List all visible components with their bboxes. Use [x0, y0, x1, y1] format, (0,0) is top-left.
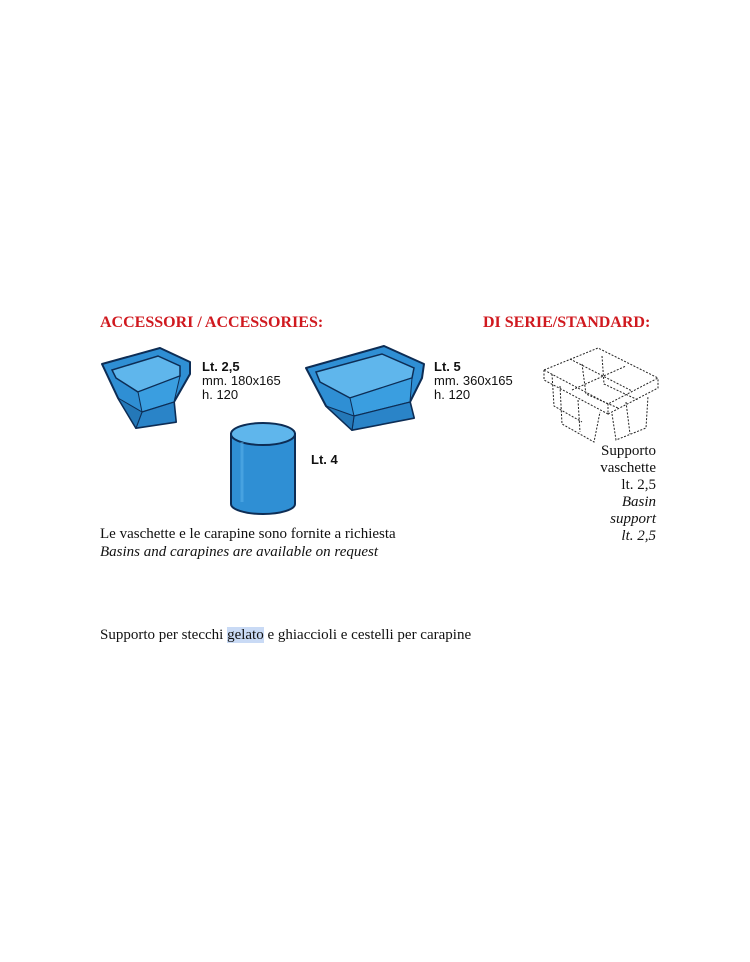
support-caption: [540, 443, 656, 545]
large-basin-image: [304, 342, 426, 432]
large-basin-capacity: Lt. 5: [434, 359, 461, 374]
support-caption-line6: lt. 2,5: [621, 528, 656, 544]
support-caption-line3: lt. 2,5: [621, 477, 656, 493]
support-caption-line2: vaschette: [600, 460, 656, 476]
support-sticks-line: [100, 627, 471, 644]
highlighted-word[interactable]: gelato: [227, 627, 264, 643]
support-sticks-text-before: Supporto per stecchi: [100, 627, 228, 643]
availability-note-it: Le vaschette e le carapine sono fornite a richiesta: [100, 526, 396, 542]
carapine-image: [228, 420, 298, 516]
clipped-text-fragments: [100, 654, 500, 655]
small-basin-image: [98, 342, 198, 430]
availability-note-en: Basins and carapines are available on request: [100, 544, 379, 560]
basin-support-image: [542, 344, 662, 444]
large-basin-size: mm. 360x165: [434, 373, 513, 388]
large-basin-specs: [434, 360, 513, 402]
clipped-text-line: [100, 648, 500, 655]
large-basin-height: h. 120: [434, 387, 471, 402]
support-sticks-text-after: e ghiaccioli e cestelli per carapine: [263, 627, 472, 643]
support-caption-line5: support: [610, 511, 656, 527]
small-basin-size: mm. 180x165: [202, 373, 281, 388]
carapine-capacity: Lt. 4: [311, 452, 338, 467]
standard-heading: DI SERIE/STANDARD:: [483, 314, 651, 331]
small-basin-height: h. 120: [202, 387, 239, 402]
small-basin-specs: [202, 360, 281, 402]
support-caption-line4: Basin: [621, 494, 656, 510]
accessories-heading: ACCESSORI / ACCESSORIES:: [100, 314, 324, 331]
support-caption-line1: Supporto: [600, 443, 656, 459]
carapine-specs: [311, 453, 338, 467]
small-basin-capacity: Lt. 2,5: [202, 359, 240, 374]
